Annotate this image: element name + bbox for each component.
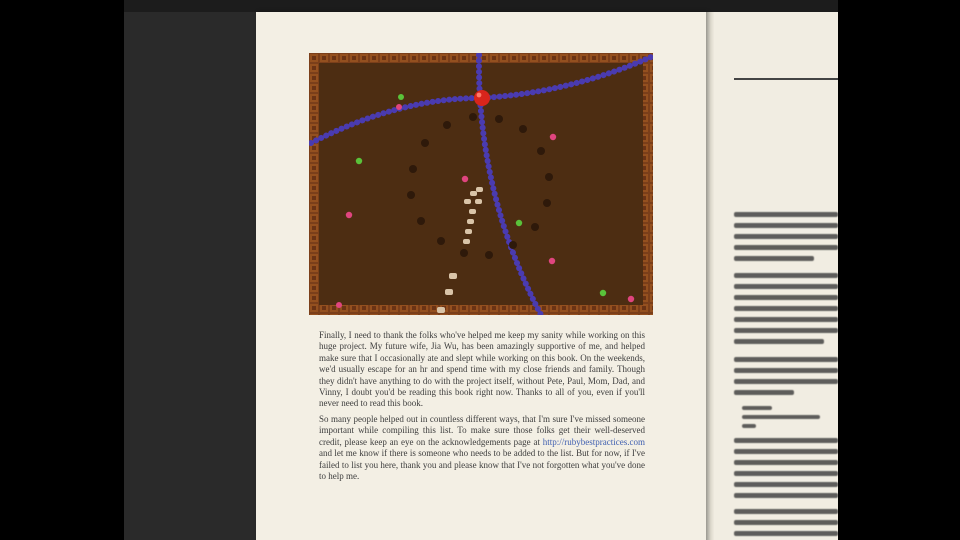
acknowledgement-paragraph-1: Finally, I need to thank the folks who've helped me keep my sanity while working on this huge project. My future wife, Jia Wu, has been amazingly supportive of me, and helped make sure that I occasionally ate and slept while working on this book. On the weekends, we'd usually escape for an hr and spend time with my close friends and family. Though they didn't have anything to do with the project itself, without Pete, Paul, Mom, Dad, and Vinny, I doubt you'd be reading this book right now. Thanks to all of you, even if you'll never need to read this book. <box>319 330 645 409</box>
book-spine <box>706 12 714 540</box>
apple-highlight <box>477 93 482 98</box>
book-page-right <box>714 12 838 540</box>
acknowledgement-paragraph-2 <box>319 414 645 482</box>
apple-sprite <box>474 90 490 106</box>
game-screenshot-figure <box>309 53 653 315</box>
acknowledgements-link[interactable]: http://rubybestpractices.com <box>542 436 645 447</box>
header-rule <box>734 78 838 80</box>
reader-top-edge <box>124 0 838 12</box>
paragraph-2-text-start: So many people helped out in countless different ways, that I'm sure I've missed someone important while compiling this list. To make sure those folks get their well-deserved credit, please keep an eye on the acknowledgements page at <box>319 414 645 447</box>
paragraph-2-text-end: and let me know if there is someone who needs to be added to the list. But for now, if I've failed to list you here, thank you and please know that I've not forgotten what you've done to help me. <box>319 448 645 482</box>
